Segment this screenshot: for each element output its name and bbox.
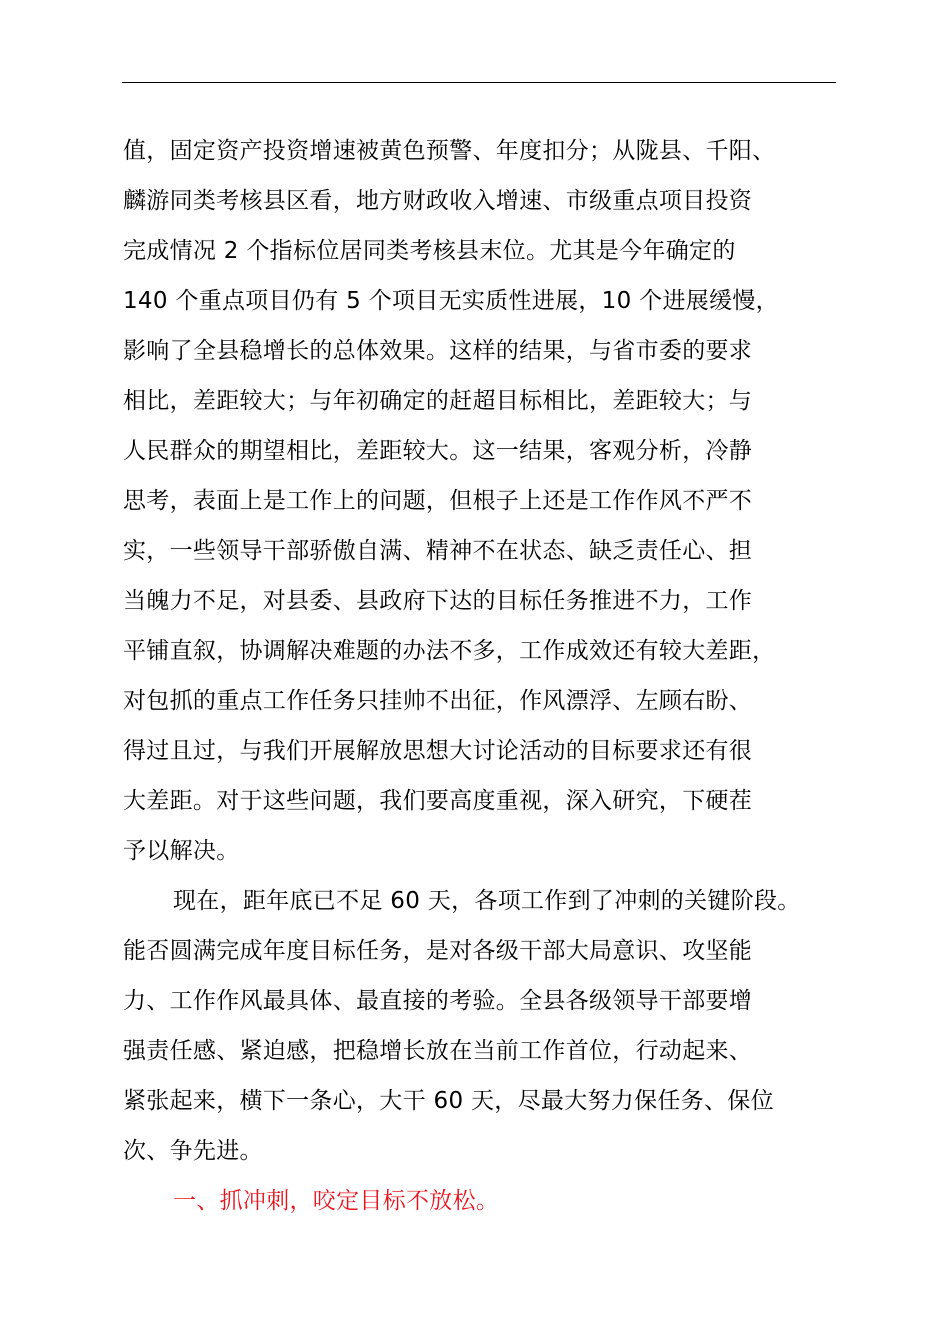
paragraph-2-line-4: 强责任感、紧迫感，把稳增长放在当前工作首位，行动起来、 [123, 1038, 753, 1064]
paragraph-1-line-9: 实，一些领导干部骄傲自满、精神不在状态、缺乏责任心、担 [123, 538, 753, 564]
paragraph-1-line-15: 予以解决。 [123, 838, 240, 864]
paragraph-1-line-5: 影响了全县稳增长的总体效果。这样的结果，与省市委的要求 [123, 338, 753, 364]
paragraph-2-line-6: 次、争先进。 [123, 1138, 263, 1164]
paragraph-1-line-11: 平铺直叙，协调解决难题的办法不多，工作成效还有较大差距， [123, 638, 776, 664]
paragraph-2-line-3: 力、工作作风最具体、最直接的考验。全县各级领导干部要增 [123, 988, 753, 1014]
header-rule [122, 82, 836, 83]
paragraph-1-line-8: 思考，表面上是工作上的问题，但根子上还是工作作风不严不 [123, 488, 753, 514]
paragraph-1-line-7: 人民群众的期望相比，差距较大。这一结果，客观分析，冷静 [123, 438, 753, 464]
paragraph-2-line-5: 紧张起来，横下一条心，大干 60 天，尽最大努力保任务、保位 [123, 1088, 774, 1114]
section-heading: 一、抓冲刺，咬定目标不放松。 [173, 1188, 500, 1214]
document-body [123, 126, 839, 1226]
paragraph-1-line-3: 完成情况 2 个指标位居同类考核县末位。尤其是今年确定的 [123, 238, 736, 264]
paragraph-2-line-1: 现在，距年底已不足 60 天，各项工作到了冲刺的关键阶段。 [173, 888, 801, 914]
paragraph-1-line-2: 麟游同类考核县区看，地方财政收入增速、市级重点项目投资 [123, 188, 753, 214]
paragraph-1-line-12: 对包抓的重点工作任务只挂帅不出征，作风漂浮、左顾右盼、 [123, 688, 753, 714]
paragraph-2-line-2: 能否圆满完成年度目标任务，是对各级干部大局意识、攻坚能 [123, 938, 753, 964]
paragraph-1-line-1: 值，固定资产投资增速被黄色预警、年度扣分；从陇县、千阳、 [123, 138, 776, 164]
paragraph-1-line-13: 得过且过，与我们开展解放思想大讨论活动的目标要求还有很 [123, 738, 753, 764]
paragraph-1-line-4: 140 个重点项目仍有 5 个项目无实质性进展，10 个进展缓慢， [123, 288, 779, 314]
paragraph-1-line-6: 相比，差距较大；与年初确定的赶超目标相比，差距较大；与 [123, 388, 753, 414]
paragraph-1-line-14: 大差距。对于这些问题，我们要高度重视，深入研究，下硬茬 [123, 788, 753, 814]
paragraph-1-line-10: 当魄力不足，对县委、县政府下达的目标任务推进不力，工作 [123, 588, 753, 614]
